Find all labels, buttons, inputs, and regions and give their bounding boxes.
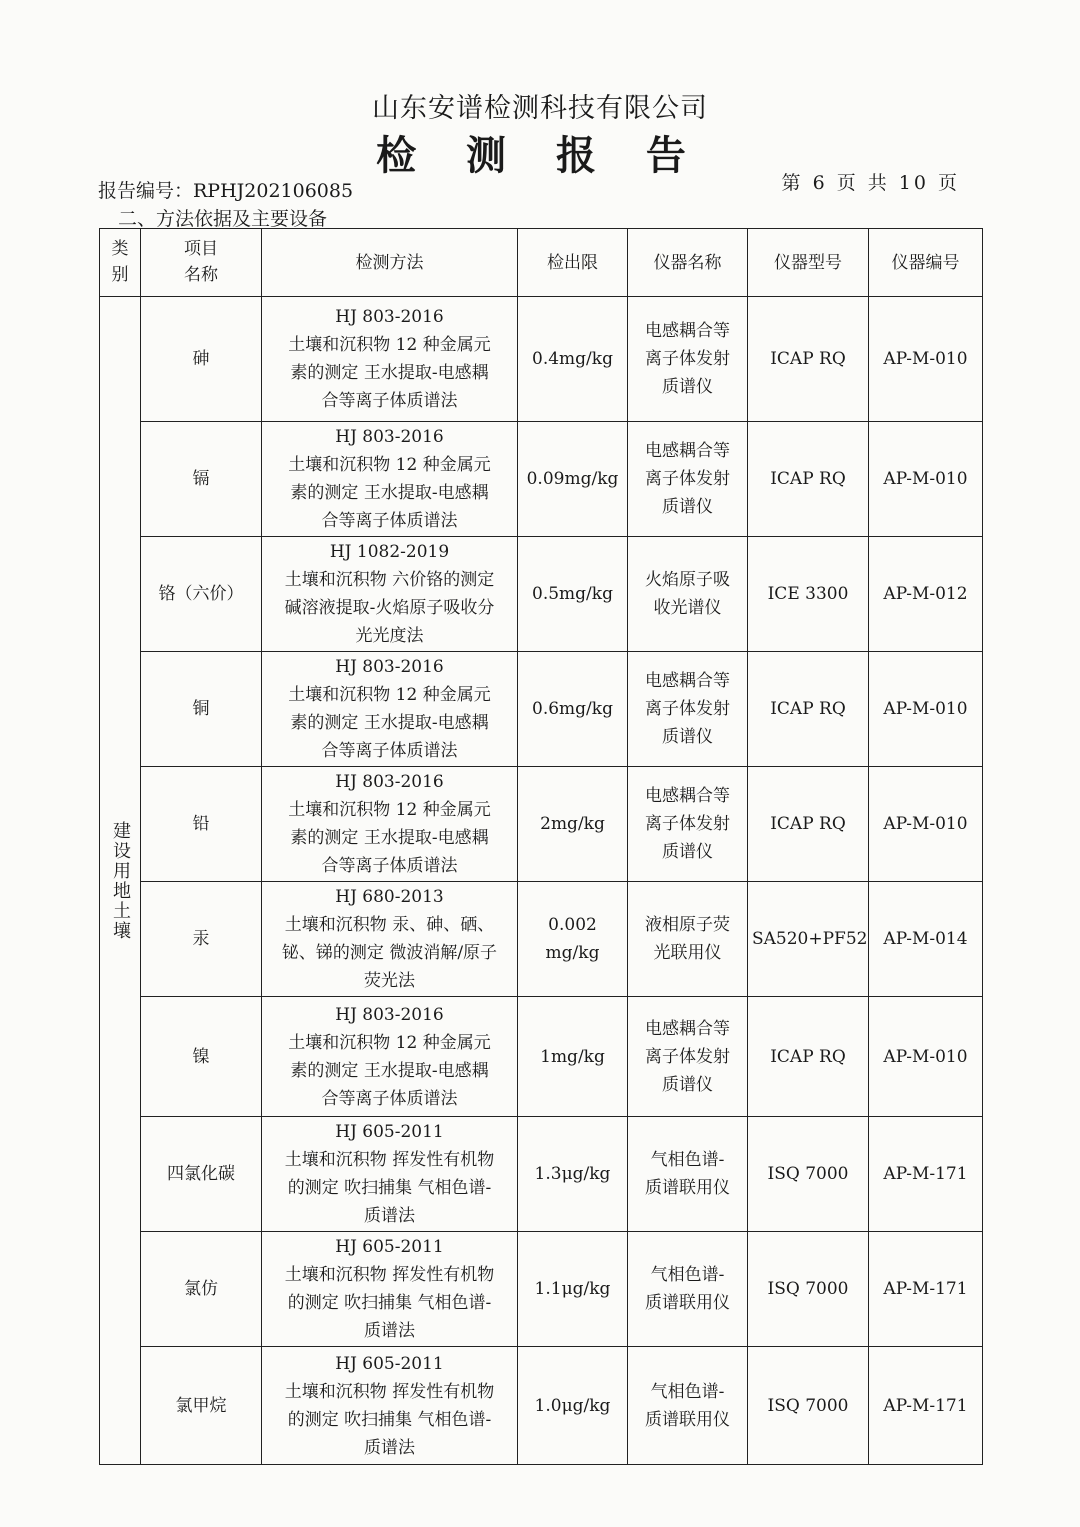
instrument-code: AP-M-010 <box>869 997 983 1117</box>
instrument-model: ICAP RQ <box>748 422 869 537</box>
header-item: 项目名称 <box>141 229 262 297</box>
instrument-code: AP-M-014 <box>869 882 983 997</box>
category-cell: 建设用地土壤 <box>100 297 141 1465</box>
header-method: 检测方法 <box>262 229 518 297</box>
item-name: 氯甲烷 <box>141 1347 262 1465</box>
instrument-code: AP-M-171 <box>869 1347 983 1465</box>
method-cell: HJ 605-2011 土壤和沉积物 挥发性有机物 的测定 吹扫捕集 气相色谱- 质谱法 <box>262 1347 518 1465</box>
instrument-name: 气相色谱- 质谱联用仪 <box>628 1232 748 1347</box>
instrument-model: ICE 3300 <box>748 537 869 652</box>
instrument-name: 气相色谱- 质谱联用仪 <box>628 1347 748 1465</box>
item-name: 镉 <box>141 422 262 537</box>
instrument-code: AP-M-012 <box>869 537 983 652</box>
detection-limit: 0.002 mg/kg <box>518 882 628 997</box>
company-name: 山东安谱检测科技有限公司 <box>372 93 708 124</box>
report-title: 检 测 报 告 <box>376 132 704 179</box>
table-row <box>100 1347 983 1465</box>
detection-limit: 0.4mg/kg <box>518 297 628 422</box>
item-name: 铜 <box>141 652 262 767</box>
item-name: 四氯化碳 <box>141 1117 262 1232</box>
table-row <box>100 652 983 767</box>
instrument-model: ICAP RQ <box>748 297 869 422</box>
item-name: 镍 <box>141 997 262 1117</box>
method-cell: HJ 680-2013 土壤和沉积物 汞、砷、硒、 铋、锑的测定 微波消解/原子 荧光法 <box>262 882 518 997</box>
method-cell: HJ 605-2011 土壤和沉积物 挥发性有机物 的测定 吹扫捕集 气相色谱- 质谱法 <box>262 1117 518 1232</box>
section-heading: 二、方法依据及主要设备 <box>118 208 328 230</box>
instrument-model: ISQ 7000 <box>748 1347 869 1465</box>
table-row <box>100 297 983 422</box>
detection-limit: 2mg/kg <box>518 767 628 882</box>
instrument-name: 电感耦合等 离子体发射 质谱仪 <box>628 767 748 882</box>
instrument-code: AP-M-171 <box>869 1117 983 1232</box>
instrument-model: SA520+PF52 <box>748 882 869 997</box>
method-cell: HJ 803-2016 土壤和沉积物 12 种金属元 素的测定 王水提取-电感耦 合等离子体质谱法 <box>262 997 518 1117</box>
instrument-name: 电感耦合等 离子体发射 质谱仪 <box>628 297 748 422</box>
table-row <box>100 1117 983 1232</box>
header-instrument: 仪器名称 <box>628 229 748 297</box>
method-cell: HJ 803-2016 土壤和沉积物 12 种金属元 素的测定 王水提取-电感耦 合等离子体质谱法 <box>262 767 518 882</box>
item-name: 汞 <box>141 882 262 997</box>
header-code: 仪器编号 <box>869 229 983 297</box>
instrument-model: ISQ 7000 <box>748 1232 869 1347</box>
detection-limit: 0.5mg/kg <box>518 537 628 652</box>
instrument-model: ICAP RQ <box>748 767 869 882</box>
instrument-code: AP-M-010 <box>869 652 983 767</box>
detection-limit: 1.1μg/kg <box>518 1232 628 1347</box>
header-limit: 检出限 <box>518 229 628 297</box>
item-name: 铅 <box>141 767 262 882</box>
table-header-row <box>100 229 983 297</box>
instrument-model: ICAP RQ <box>748 997 869 1117</box>
instrument-code: AP-M-010 <box>869 767 983 882</box>
method-cell: HJ 1082-2019 土壤和沉积物 六价铬的测定 碱溶液提取-火焰原子吸收分 光光度法 <box>262 537 518 652</box>
instrument-model: ICAP RQ <box>748 652 869 767</box>
instrument-name: 火焰原子吸 收光谱仪 <box>628 537 748 652</box>
page-number: 第 6 页 共 10 页 <box>781 172 960 194</box>
instrument-model: ISQ 7000 <box>748 1117 869 1232</box>
instrument-name: 液相原子荧 光联用仪 <box>628 882 748 997</box>
detection-limit: 0.6mg/kg <box>518 652 628 767</box>
item-name: 铬（六价） <box>141 537 262 652</box>
detection-limit: 1.0μg/kg <box>518 1347 628 1465</box>
table-row <box>100 1232 983 1347</box>
instrument-name: 气相色谱- 质谱联用仪 <box>628 1117 748 1232</box>
method-cell: HJ 803-2016 土壤和沉积物 12 种金属元 素的测定 王水提取-电感耦 合等离子体质谱法 <box>262 297 518 422</box>
report-number: 报告编号：RPHJ202106085 <box>98 180 354 202</box>
instrument-name: 电感耦合等 离子体发射 质谱仪 <box>628 422 748 537</box>
item-name: 氯仿 <box>141 1232 262 1347</box>
table-row <box>100 422 983 537</box>
method-cell: HJ 605-2011 土壤和沉积物 挥发性有机物 的测定 吹扫捕集 气相色谱- 质谱法 <box>262 1232 518 1347</box>
header-model: 仪器型号 <box>748 229 869 297</box>
table-row <box>100 537 983 652</box>
detection-limit: 0.09mg/kg <box>518 422 628 537</box>
instrument-code: AP-M-171 <box>869 1232 983 1347</box>
table-row <box>100 997 983 1117</box>
detection-limit: 1.3μg/kg <box>518 1117 628 1232</box>
table-row <box>100 767 983 882</box>
instrument-name: 电感耦合等 离子体发射 质谱仪 <box>628 997 748 1117</box>
header-category: 类别 <box>100 229 141 297</box>
detection-limit: 1mg/kg <box>518 997 628 1117</box>
method-cell: HJ 803-2016 土壤和沉积物 12 种金属元 素的测定 王水提取-电感耦 合等离子体质谱法 <box>262 422 518 537</box>
method-cell: HJ 803-2016 土壤和沉积物 12 种金属元 素的测定 王水提取-电感耦 合等离子体质谱法 <box>262 652 518 767</box>
instrument-code: AP-M-010 <box>869 422 983 537</box>
instrument-code: AP-M-010 <box>869 297 983 422</box>
instrument-name: 电感耦合等 离子体发射 质谱仪 <box>628 652 748 767</box>
item-name: 砷 <box>141 297 262 422</box>
table-row <box>100 882 983 997</box>
methods-equipment-table <box>99 228 983 1465</box>
